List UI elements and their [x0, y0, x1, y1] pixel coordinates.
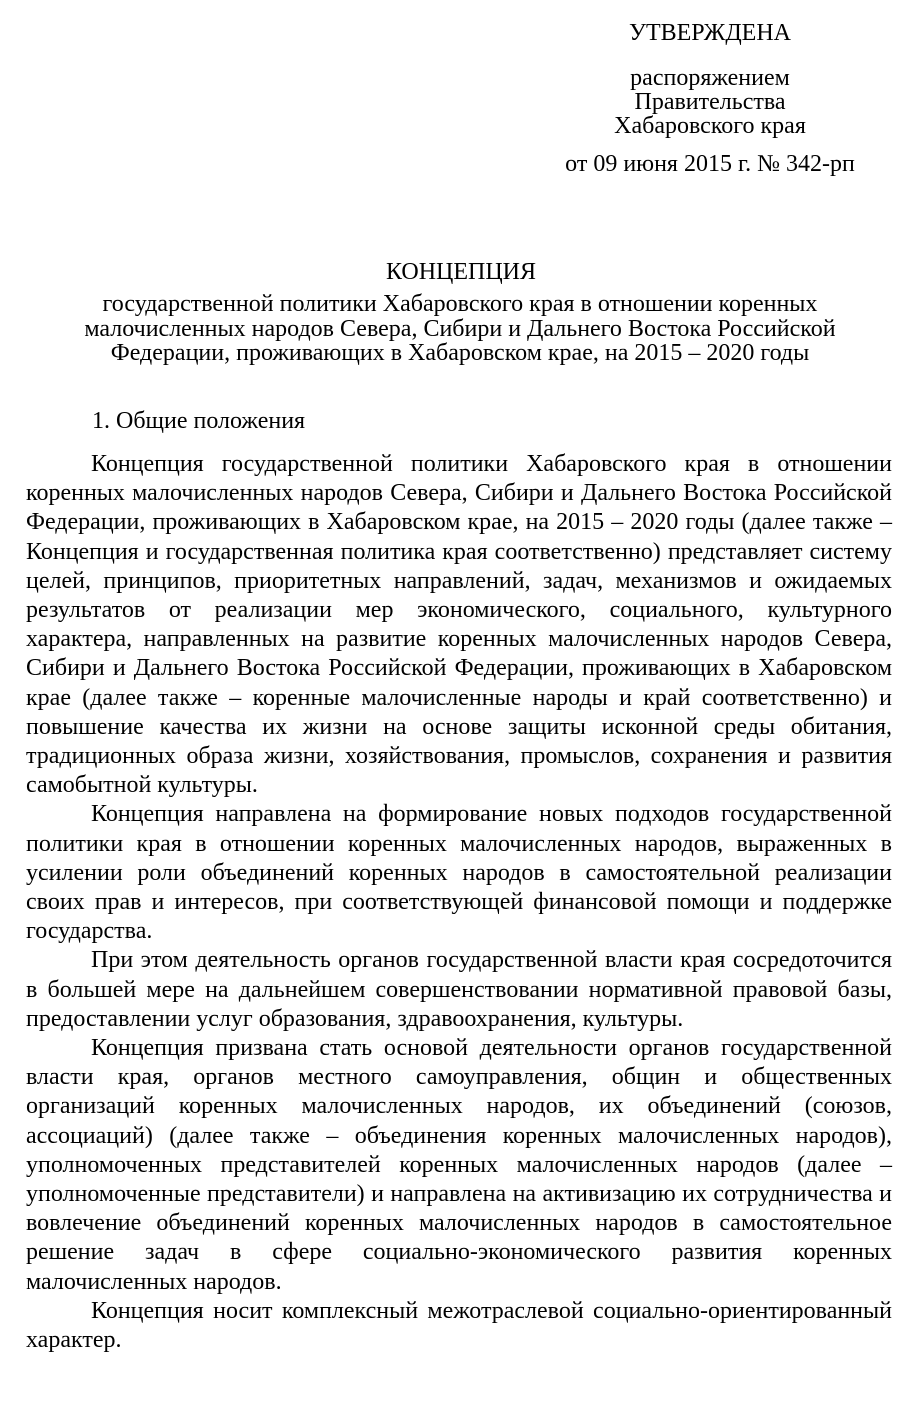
approval-line: распоряжением — [630, 65, 790, 91]
approval-block — [520, 14, 900, 179]
paragraph: Концепция носит комплексный межотраслевой социально-ориентированный характер. — [26, 1297, 892, 1354]
subtitle-line: малочисленных народов Севера, Сибири и Дальнего Востока Российской — [84, 315, 836, 342]
paragraph: При этом деятельность органов государственной власти края сосредоточится в большей мере на дальнейшем совершенствовании нормативной правовой базы, предоставлении услуг образования, здравоохранения, культуры. — [26, 947, 892, 1032]
subtitle-line: Федерации, проживающих в Хабаровском крае, на 2015 – 2020 годы — [110, 340, 810, 366]
approval-heading: УТВЕРЖДЕНА — [628, 20, 792, 46]
approval-line: Хабаровского края — [614, 113, 806, 139]
approval-authority — [520, 66, 900, 138]
document-body — [26, 450, 892, 1355]
approval-line: Правительства — [634, 89, 786, 115]
paragraph: Концепция государственной политики Хабаровского края в отношении коренных малочисленных народов Севера, Сибири и Дальнего Востока Российской Федерации, проживающих в Хабаровском крае, на 2015 – 2020 годы (далее также – Концепция и государственная политика края соответственно) представляет систему целей, принципов, приоритетных направлений, задач, механизмов и ожидаемых результатов от реализации мер экономического, социального, культурного характера, направленных на развитие коренных малочисленных народов Севера, Сибири и Дальнего Востока Российской Федерации, проживающих в Хабаровском крае (далее также – коренные малочисленные народы и край соответственно) и повышение качества их жизни на основе защиты исконной среды обитания, традиционных образа жизни, хозяйствования, промыслов, сохранения и развития самобытной культуры. — [26, 451, 892, 799]
paragraph: Концепция направлена на формирование новых подходов государственной политики края в отношении коренных малочисленных народов, выраженных в усилении роли объединений коренных народов в самостоятельной реализации своих прав и интересов, при соответствующей финансовой помощи и поддержке государства. — [26, 801, 892, 945]
document-subtitle — [30, 292, 890, 366]
paragraph: Концепция призвана стать основой деятельности органов государственной власти края, органов местного самоуправления, общин и общественных организаций коренных малочисленных народов, их объединений (союзов, ассоциаций) (далее также – объединения коренных малочисленных народов), уполномоченных представителей коренных малочисленных народов (далее – уполномоченные представители) и направлена на активизацию их сотрудничества и вовлечение объединений коренных малочисленных народов в самостоятельное решение задач в сфере социально-экономического развития коренных малочисленных народов. — [26, 1035, 892, 1295]
subtitle-line: государственной политики Хабаровского края в отношении коренных — [102, 291, 818, 317]
approval-date: от 09 июня 2015 г. № 342-рп — [565, 151, 855, 177]
document-title: КОНЦЕПЦИЯ — [385, 259, 537, 285]
section-heading: 1. Общие положения — [92, 408, 306, 434]
